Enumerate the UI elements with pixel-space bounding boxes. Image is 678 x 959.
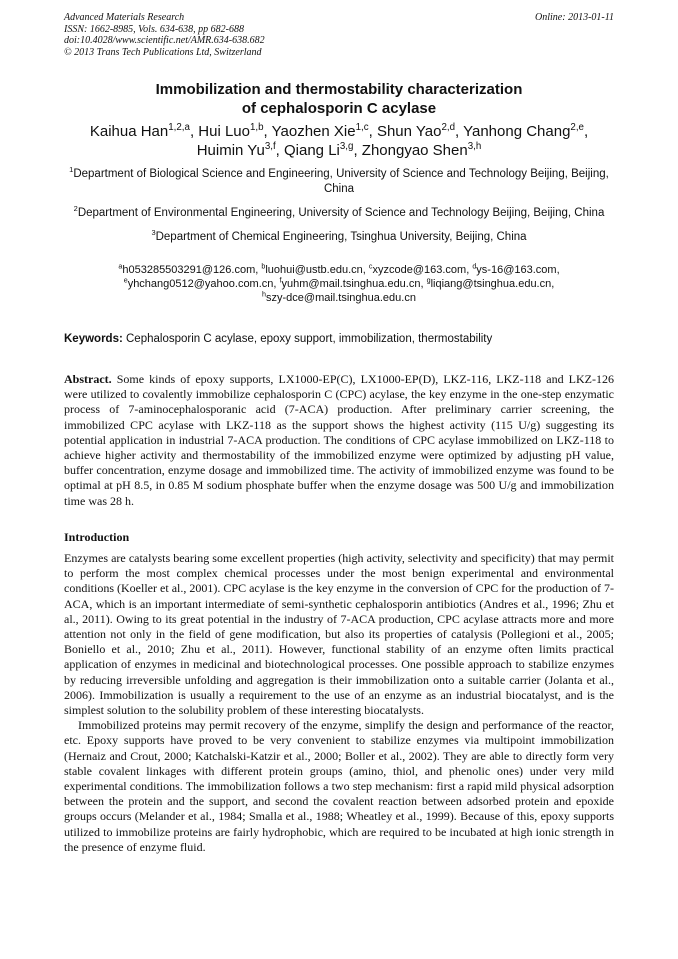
email[interactable]: $^e$yhchang0512@yahoo.com.cn	[123, 276, 274, 290]
email[interactable]: $^a$h053285503291@126.com	[118, 262, 256, 276]
keywords-text: Cephalosporin C acylase, epoxy support, immobilization, thermostability	[126, 333, 493, 345]
email[interactable]: $^d$ys-16@163.com	[472, 262, 557, 276]
affiliation: $^1$Department of Biological Science and Engineering, University of Science and Technology Beijing, Beijing, China	[69, 165, 609, 195]
email[interactable]: $^c$xyzcode@163.com	[368, 262, 467, 276]
author-list: Kaihua Han$^{1,2,a}$, Hui Luo$^{1,b}$, Yaozhen Xie$^{1,c}$, Shun Yao$^{2,d}$, Yanhong Chang$^{2,e}$, Huimin Yu$^{3,f}$, Qiang Li$^{3,g}$, Zhongyao Shen$^{3,h}$	[89, 122, 589, 159]
author: Kaihua Han$^{1,2,a}$	[89, 122, 190, 140]
author: Yaozhen Xie$^{1,c}$	[271, 122, 369, 140]
author: Shun Yao$^{2,d}$	[376, 122, 456, 140]
section-heading-introduction: Introduction	[64, 530, 130, 544]
affiliation: $^3$Department of Chemical Engineering, Tsinghua University, Beijing, China	[151, 228, 527, 243]
online-date: Online: 2013-01-11	[535, 12, 614, 23]
abstract-text: Some kinds of epoxy supports, LX1000-EP(C), LX1000-EP(D), LKZ-116, LKZ-118 and LKZ-126 were utilized to covalently immobilize cephalosporin C (CPC) acylase, the key enzyme in the one-step enzymatic process of 7-aminocephalosporanic acid (7-ACA) production. After preliminary carrier screening, the immobilized CPC acylase with LKZ-118 as the support shows the highest activity (115 U/g) suggesting its potential application in industrial 7-ACA production. The conditions of CPC acylase immobilized on LKZ-118 to achieve higher activity and thermostability of the immobilized enzyme were optimized by adjusting pH value, buffer concentration, enzyme dosage and immobilized time. The activity of immobilized enzyme was found to be optimal at pH 8.5, in 0.85 M sodium phosphate buffer when the enzyme dosage was 500 U/g and immobilization time was 28 h.	[64, 372, 614, 508]
abstract	[64, 372, 614, 509]
abstract-label: Abstract.	[64, 372, 112, 386]
doi-line: doi:10.4028/www.scientific.net/AMR.634-638.682	[64, 35, 265, 46]
author: Huimin Yu$^{3,f}$	[196, 141, 276, 159]
author: Hui Luo$^{1,b}$	[198, 122, 264, 140]
journal-name: Advanced Materials Research	[64, 12, 185, 23]
author: Zhongyao Shen$^{3,h}$	[361, 141, 482, 159]
keywords	[64, 332, 614, 346]
email[interactable]: $^h$szy-dce@mail.tsinghua.edu.cn	[262, 290, 416, 304]
paper-title	[64, 80, 614, 118]
copyright-line: © 2013 Trans Tech Publications Ltd, Switzerland	[64, 46, 262, 58]
issn-line: ISSN: 1662-8985, Vols. 634-638, pp 682-688	[64, 23, 244, 35]
email[interactable]: $^g$liqiang@tsinghua.edu.cn	[426, 276, 552, 290]
title-line-2: of cephalosporin C acylase	[241, 100, 437, 117]
affiliation: $^2$Department of Environmental Engineering, University of Science and Technology Beijing, Beijing, China	[73, 204, 605, 219]
author: Qiang Li$^{3,g}$	[284, 141, 354, 159]
paragraph: Enzymes are catalysts bearing some excellent properties (high activity, selectivity and specificity) that may permit to perform the most complex chemical processes under the most benign experimental and environmental conditions (Koeller et al., 2001). CPC acylase is the key enzyme in the conversion of CPC for the production of 7-ACA, which is an important intermediate of semi-synthetic cephalosporin antibiotics (Andres et al., 1996; Zhu et al., 2011). Owing to its great potential in the industry of 7-ACA production, CPC acylase attracts more and more attention not only in the field of gene modification, but also its properties of catalysis (Pollegioni et al., 2005; Boniello et al., 2010; Zhu et al., 2011). However, functional stability of an enzyme often limits practical application of enzymes in medicinal and biotechnological processes. One possible approach to stabilize enzymes by reducing irreversible unfolding and aggregation is their immobilization onto a suitable carrier (Jolanta et al., 2006). Immobilization is usually a requirement to the use of an enzyme as an industrial biocatalyst, and is the simplest solution to the solubility problem of these interesting biocatalysts.	[64, 551, 614, 718]
affiliations	[64, 167, 614, 254]
author: Yanhong Chang$^{2,e}$	[463, 122, 584, 140]
email[interactable]: $^f$yuhm@mail.tsinghua.edu.cn	[279, 276, 421, 290]
paragraph: Immobilized proteins may permit recovery of the enzyme, simplify the design and performance of the reactor, etc. Epoxy supports have proved to be very convenient to stabilize enzymes via multipoint immobilization (Hernaiz and Crout, 2000; Katchalski-Katzir et al., 2000; Boller et al., 2002). They are able to directly form very stable covalent linkages with different protein groups (amino, thiol, and phenolic ones) under very mild experimental conditions. The immobilization follows a two step mechanism: first a rapid mild physical adsorption between the protein and the support, and second the covalent reaction between adsorbed protein and epoxide groups occurs (Melander et al., 1984; Smalla et al., 1988; Wheatley et al., 1999). Because of this, epoxy supports utilized to immobilize proteins are fairly hydrophobic, which are required to be incubated at high ionic strength in the presence of enzyme fluid.	[64, 718, 614, 854]
title-line-1: Immobilization and thermostability characterization	[155, 81, 523, 98]
email[interactable]: $^b$luohui@ustb.edu.cn	[261, 262, 363, 276]
journal-header	[64, 12, 265, 58]
keywords-label: Keywords:	[64, 333, 123, 345]
introduction	[64, 551, 614, 855]
email-list: $^a$h053285503291@126.com, $^b$luohui@ustb.edu.cn, $^c$xyzcode@163.com, $^d$ys-16@163.com, $^e$yhchang0512@yahoo.com.cn, $^f$yuhm@mail.tsinghua.edu.cn, $^g$liqiang@tsinghua.edu.cn, $^h$szy-dce@mail.tsinghua.edu.cn	[118, 262, 560, 304]
